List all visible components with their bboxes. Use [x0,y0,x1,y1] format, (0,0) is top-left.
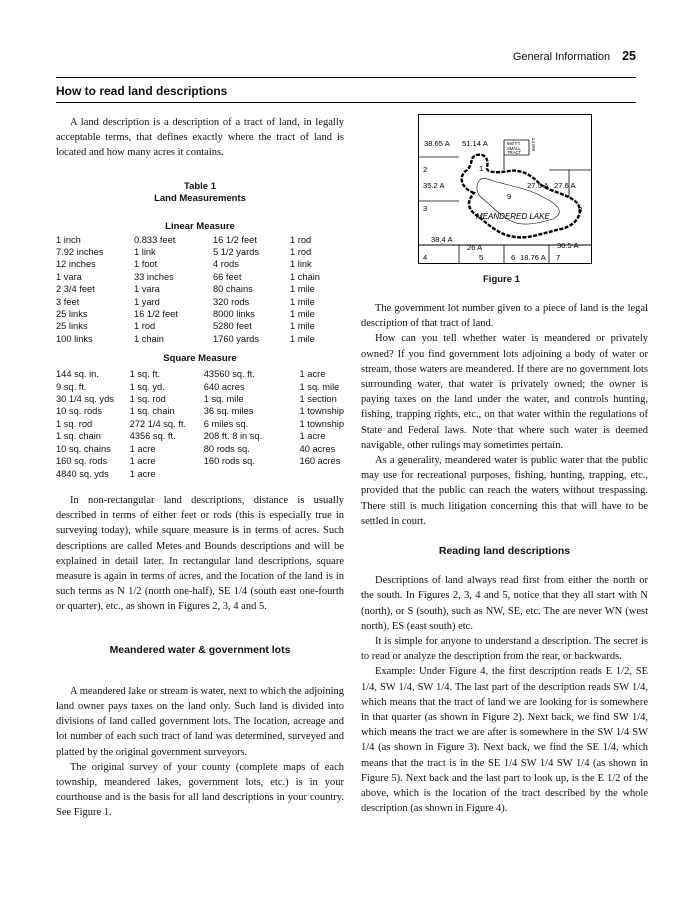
example-paragraph: Example: Under Figure 4, the first description reads E 1/2, SE 1/4, SW 1/4, SW 1/4. The last part of the description reads SW 1/4, which means that the tract of land we are looking for is somewhere in that quarter (as shown in Figure 2). Next back, we find SW 1/4, which means the tract we are after is somewhere in the SW 1/4 SW 1/4 (as shown in Figure 3). Next back, we find the SE 1/4, which means that the tract is in the SE 1/4 SW 1/4 SW 1/4 (as shown in Figure 5). Next back and the last part to look up, is the E 1/2 of the above, which is the location of the tract described by the whole description (as shown in Figure 4). [361,666,648,815]
acre-label: 51.14 A [462,139,488,148]
table-cell: 16 1/2 feet [134,309,178,320]
table-cell: 36 sq. miles [203,406,254,417]
table-cell: 6 miles sq. [203,418,249,429]
figure-caption: Figure 1 [483,274,520,285]
table-cell: 1 inch [56,234,81,245]
table-cell: 30 1/4 sq. yds [56,394,114,405]
table-cell: 640 acres [203,381,245,392]
public-water-paragraph: As a generality, meandered water is public water that the public may use for recreational purposes, fishing, hunting, trapping, etc., provided that the public can reach the waters without trespassing. There still is much litigation concerning this that will have to be settled in court. [361,455,648,527]
acre-label: 38.65 A [424,139,450,148]
acre-label: 38.4 A [431,235,453,244]
lot-map [419,115,591,263]
table-cell: 9 sq. ft. [56,381,87,392]
lot-number: 9 [507,192,512,201]
table-cell: 1 vara [56,271,82,282]
square-measure-title: Square Measure [163,353,237,365]
lot-number: 6 [511,253,516,262]
table-row [56,333,320,345]
linear-rows [56,234,320,346]
lake-label: MEANDERED LAKE [476,212,550,221]
figure-1 [418,114,592,264]
acre-label: 27.6 A [554,181,576,190]
gov-lot-paragraph: The government lot number given to a piece of land is the legal description of that tract of land. [361,303,648,330]
table-cell: 12 inches [56,259,96,270]
table-cell: 1 rod [134,321,156,332]
table-cell: 1 sq. yd. [129,381,165,392]
lot-number: 4 [423,253,428,262]
table-cell: 66 feet [213,271,242,282]
table-cell [300,468,344,480]
acre-label: 26 A [467,243,483,252]
acre-label: 27.5 A [527,181,549,190]
table-row [56,283,320,295]
table-title: Land Measurements [154,192,246,204]
square-rows [56,368,344,480]
table-cell: 1 sq. chain [129,406,175,417]
table-row [56,430,344,442]
left-column [56,115,344,821]
dimension-label: 660 FT [507,141,521,146]
read-backwards-paragraph: It is simple for anyone to understand a description. The secret is to read or analyze the description from the rear, or backwards. [361,636,648,663]
dimension-label: TRACT [507,150,521,155]
table-row [56,234,320,246]
dimension-label: SMALL [507,146,521,151]
table-cell: 7.92 inches [56,247,104,258]
table-row [56,320,320,332]
meandered-vs-private-paragraph: How can you tell whether water is meandered or privately owned? If you find government lots adjoining a body of water or stream, those waters are meandered. If there are no government lots surrounding water, that water is privately owned; the owner is paying taxes on the land under the water, and controls hunting, fishing, trapping rights, etc., on that water within the regulations of State and Federal laws. Note that where such water is deemed navigable, other rulings may sometimes pertain. [361,333,648,451]
table-cell: 25 links [56,321,88,332]
table-cell: 1 mile [290,333,315,344]
table-cell: 40 acres [299,443,336,454]
table-cell: 1 acre [299,369,326,380]
section-title: How to read land descriptions [56,84,228,98]
table-row [56,468,344,480]
table-cell: 4356 sq. ft. [129,431,176,442]
table-cell: 1 mile [290,321,315,332]
nonrect-paragraph: In non-rectangular land descriptions, distance is usually described in terms of either feet or rods (this is especially true in surveying today), while square measure is in terms of acres. Such descriptions are called Metes and Bounds descriptions and will be explained in detail later. In rectangular land descriptions, square measure is again in terms of acres, and the location of the land is in such terms as N 1/2 (north one-half), SE 1/4 (south east one-fourth or quarter), etc., as shown in Figures 2, 3, 4 and 5. [56,494,344,613]
table-cell: 1 sq. rod [56,418,93,429]
table-cell: 144 sq. in. [56,369,99,380]
table-cell: 1 link [290,259,312,270]
table-row [56,381,344,393]
table-cell: 1 sq. mile [299,381,340,392]
table-cell: 1 mile [290,309,315,320]
table-row [56,296,320,308]
table-cell: 10 sq. chains [56,443,111,454]
table-cell: 1 chain [290,271,320,282]
table-cell: 208 ft. 8 in sq. [203,431,263,442]
header-section: General Information [512,51,611,63]
table-cell: 43560 sq. ft. [203,369,255,380]
reading-heading: Reading land descriptions [438,545,571,558]
intro-paragraph: A land description is a description of a tract of land, in legally acceptable terms, that defines exactly where the tract of land is located and how many acres it contains. [56,117,344,159]
read-direction-paragraph: Descriptions of land always read first from either the north or the south. In Figures 2, 3, 4 and 5, notice that they all start with N (north), or S (south), such as NW, SE, etc. The are never WN (west north), ES (east south) etc. [361,575,648,632]
table-cell [204,468,300,480]
table-cell: 320 rods [213,296,250,307]
meandered-paragraph: A meandered lake or stream is water, next to which the adjoining land owner pays taxes on the land only. Such land is divided into divisions of land called government lots. The location, acreage and lot number of each such tract of land was determined, surveyed and platted by the original government surveyors. [56,685,344,758]
table-row [56,443,344,455]
linear-measure-table [56,234,320,346]
table-cell: 16 1/2 feet [213,234,257,245]
table-cell: 1 sq. chain [56,431,101,442]
table-cell: 80 chains [213,284,253,295]
table-row [56,418,344,430]
table-cell: 1 acre [129,468,156,479]
table-cell: 1 section [299,394,337,405]
table-cell: 1 township [299,406,344,417]
acre-label: 30.5 A [557,241,579,250]
table-cell: 100 links [56,333,93,344]
lot-number: 2 [423,165,428,174]
table-cell: 8000 links [213,309,255,320]
table-cell: 1 mile [290,296,315,307]
table-cell: 25 links [56,309,88,320]
table-cell: 4 rods [213,259,239,270]
table-cell: 1 link [134,247,156,258]
lot-number: 7 [556,253,561,262]
table-cell: 5280 feet [213,321,252,332]
acre-label: 35.2 A [423,181,445,190]
meandered-heading: Meandered water & government lots [109,643,291,656]
title-rule [56,102,636,103]
table-cell: 1760 yards [213,333,259,344]
table-cell: 1 mile [290,284,315,295]
table-cell: 1 sq. rod [129,394,166,405]
running-header [513,49,636,63]
table-cell: 2 3/4 feet [56,284,95,295]
table-row [56,271,320,283]
lot-number: 1 [479,164,484,173]
table-cell: 1 rod [290,247,312,258]
table-cell: 160 sq. rods [56,456,108,467]
table-row [56,368,344,380]
table-cell: 1 acre [299,431,326,442]
linear-measure-title: Linear Measure [165,220,235,232]
original-survey-paragraph: The original survey of your county (complete maps of each township, meandered lakes, government lots, etc.) is in your courthouse and is the basis for all land descriptions in your country. See Figure 1. [56,761,344,819]
table-cell: 1 vara [134,284,160,295]
table-cell: 160 acres [299,456,341,467]
square-measure-table [56,368,344,480]
table-cell: 1 sq. mile [203,394,244,405]
table-cell: 3 feet [56,296,80,307]
table-cell: 1 foot [134,259,158,270]
acre-label: 18.76 A [520,253,546,262]
table-cell: 160 rods sq. [203,456,255,467]
table-cell: 1 yard [134,296,160,307]
lot-number: 5 [479,253,484,262]
table-cell: 1 sq. ft. [129,369,161,380]
table-cell: 272 1/4 sq. ft. [129,418,186,429]
table-row [56,455,344,467]
table-caption: Table 1 [183,180,217,192]
page-number: 25 [622,49,636,63]
dimension-label: 660 FT [531,137,536,151]
lot-number: 8 [578,205,583,214]
top-rule [56,77,636,78]
table-row [56,405,344,417]
table-cell: 1 acre [129,456,156,467]
table-cell: 1 rod [290,234,312,245]
table-cell: 5 1/2 yards [213,247,259,258]
table-row [56,393,344,405]
table-cell: 0.833 feet [134,234,176,245]
table-cell: 1 acre [129,443,156,454]
table-row [56,246,320,258]
table-cell: 33 inches [134,271,174,282]
table-cell: 10 sq. rods [56,406,102,417]
right-column [361,301,648,817]
table-cell: 4840 sq. yds [56,468,109,479]
table-cell: 1 township [299,418,344,429]
table-row [56,308,320,320]
table-cell: 80 rods sq. [203,443,250,454]
table-cell: 1 chain [134,333,164,344]
table-row [56,258,320,270]
lot-number: 3 [423,204,428,213]
